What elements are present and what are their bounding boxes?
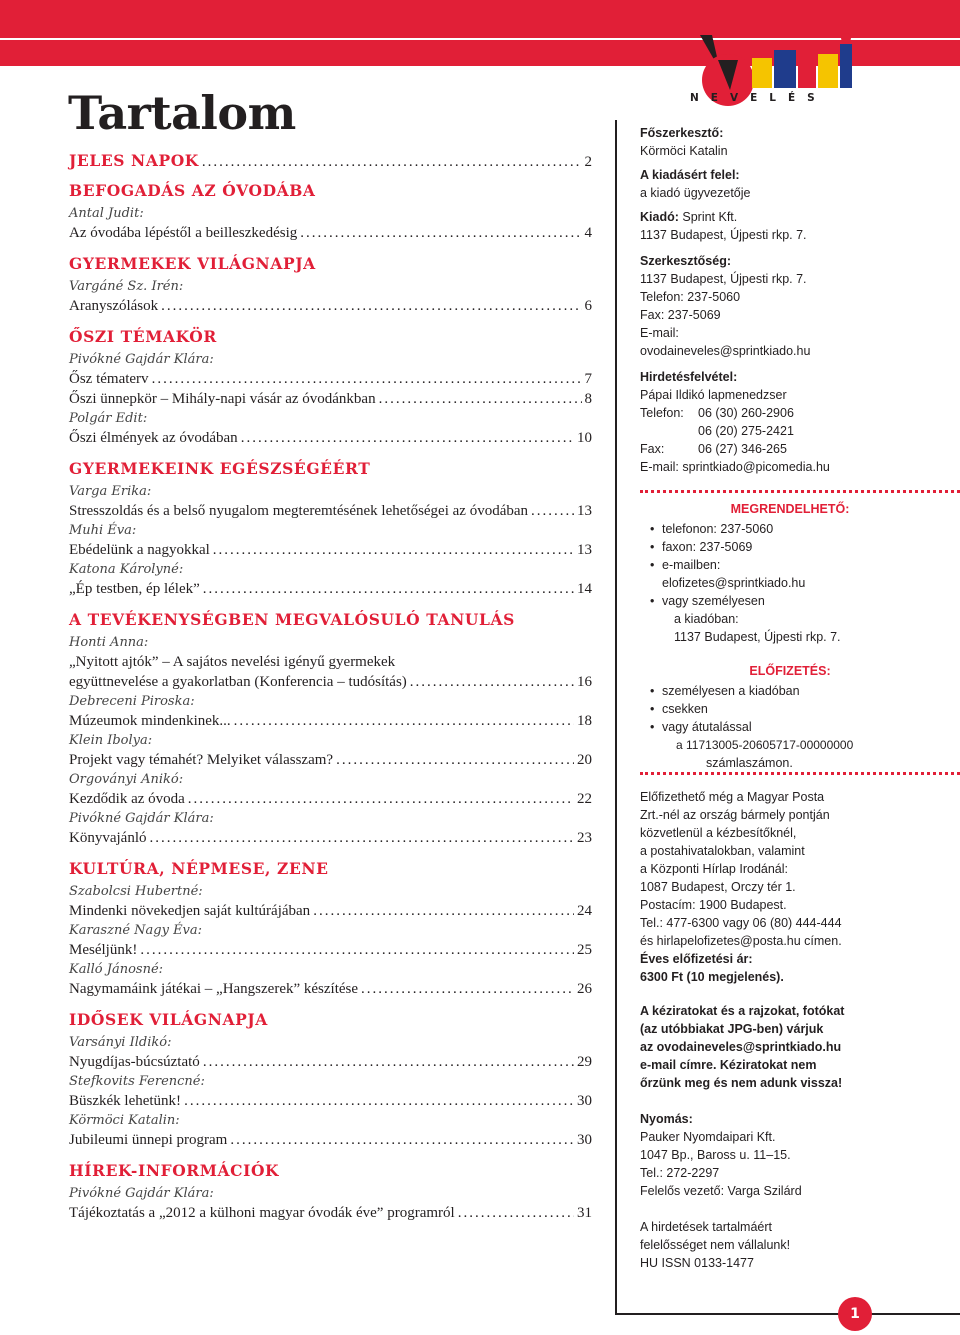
publisher-address: 1137 Budapest, Újpesti rkp. 7. xyxy=(640,228,807,242)
toc-entry[interactable] xyxy=(69,672,592,692)
leader-dots xyxy=(234,711,574,731)
toc-section xyxy=(69,253,592,316)
post-info-line: Tel.: 477-6300 vagy 06 (80) 444-444 xyxy=(640,916,842,930)
toc-author: Varsányi Ildikó: xyxy=(69,1035,172,1050)
toc-entry[interactable] xyxy=(69,296,592,316)
office-phone: Telefon: 237-5060 xyxy=(640,290,741,304)
toc-entry[interactable] xyxy=(69,979,592,999)
post-info xyxy=(640,788,940,950)
toc-author: Honti Anna: xyxy=(69,635,149,650)
toc-entry[interactable] xyxy=(69,389,592,409)
toc-section xyxy=(69,150,592,170)
toc-entry-title: Múzeumok mindenkinek... xyxy=(69,713,231,729)
post-info-line: a Központi Hírlap Irodánál: xyxy=(640,862,789,876)
manuscripts-line: az ovodaineveles@sprintkiado.hu xyxy=(640,1040,842,1054)
office-address: 1137 Budapest, Újpesti rkp. 7. xyxy=(640,272,807,286)
ads-phone-label: Telefon: xyxy=(640,406,684,420)
toc-section xyxy=(69,858,592,999)
toc-section-title: GYERMEKEK VILÁGNAPJA xyxy=(69,254,316,273)
toc-entry-title: „Nyitott ajtók” – A sajátos nevelési igényű gyermekek xyxy=(69,654,396,670)
toc-entry[interactable] xyxy=(69,828,592,848)
toc-entry-title: Projekt vagy témahét? Melyiket válasszam? xyxy=(69,752,334,768)
post-info-line: 1087 Budapest, Orczy tér 1. xyxy=(640,880,796,894)
toc-entry-title: Őszi ünnepkör – Mihály-napi vásár az óvodánkban xyxy=(69,391,376,407)
toc-entry[interactable] xyxy=(69,1052,592,1072)
office-email-label: E-mail: xyxy=(640,326,679,340)
ads-fax: 06 (27) 346-265 xyxy=(698,442,787,456)
toc-entry-title: Aranyszólások xyxy=(69,298,159,314)
masthead xyxy=(640,124,940,476)
leader-dots xyxy=(149,828,574,848)
order-divider-bottom xyxy=(640,772,960,775)
toc-entry-title: Nyugdíjas-búcsúztató xyxy=(69,1054,200,1070)
page-ref: 22 xyxy=(577,791,592,807)
print-line: Tel.: 272-2297 xyxy=(640,1166,720,1180)
editor-label: Főszerkesztő: xyxy=(640,126,724,140)
toc-section xyxy=(69,1160,592,1223)
manuscripts-note xyxy=(640,1002,940,1092)
order-item: • vagy személyesen xyxy=(640,592,940,610)
subscription-item: • csekken xyxy=(640,700,940,718)
ads-fax-label: Fax: xyxy=(640,442,665,456)
ads-name: Pápai Ildikó lapmenedzser xyxy=(640,388,787,402)
page-ref: 23 xyxy=(577,830,592,846)
leader-dots xyxy=(531,501,574,521)
leader-dots xyxy=(203,579,574,599)
page-ref: 29 xyxy=(577,1054,592,1070)
order-title: MEGRENDELHETŐ: xyxy=(730,502,850,516)
toc-author: Antal Judit: xyxy=(69,206,144,221)
toc-author: Vargáné Sz. Irén: xyxy=(69,279,184,294)
publisher-label: Kiadó: xyxy=(640,210,679,224)
page-ref: 20 xyxy=(577,752,592,768)
order-item: • faxon: 237-5069 xyxy=(640,538,940,556)
price: 6300 Ft (10 megjelenés). xyxy=(640,970,784,984)
toc-author: Kalló Jánosné: xyxy=(69,962,164,977)
toc-section-title: ŐSZI TÉMAKÖR xyxy=(69,327,217,346)
page-ref: 30 xyxy=(577,1093,592,1109)
print-info xyxy=(640,1110,940,1200)
toc-section-title: HÍREK-INFORMÁCIÓK xyxy=(69,1161,280,1180)
post-info-line: Zrt.-nél az ország bármely pontján xyxy=(640,808,830,822)
subscription-account-2: számlaszámon. xyxy=(706,756,793,770)
toc-author: Körmöci Katalin: xyxy=(69,1113,180,1128)
toc-author: Pivókné Gajdár Klára: xyxy=(69,811,214,826)
page-ref: 10 xyxy=(577,430,592,446)
sidebar-left-border xyxy=(615,120,617,1315)
manuscripts-line: e-mail címre. Kéziratokat nem xyxy=(640,1058,817,1072)
toc-entry-title: Ebédelünk a nagyokkal xyxy=(69,542,210,558)
page-ref: 13 xyxy=(577,503,592,519)
toc-author: Klein Ibolya: xyxy=(69,733,153,748)
toc-section-title: GYERMEKEINK EGÉSZSÉGÉÉRT xyxy=(69,459,371,478)
page-ref: 13 xyxy=(577,542,592,558)
toc-author: Muhi Éva: xyxy=(69,523,137,538)
toc-entry-title: Tájékoztatás a „2012 a külhoni magyar óvodák éve” programról xyxy=(69,1205,455,1221)
order-box xyxy=(640,500,940,772)
disclaimer-line: A hirdetések tartalmáért xyxy=(640,1220,773,1234)
toc-entry[interactable] xyxy=(69,1203,592,1223)
toc-section xyxy=(69,326,592,448)
toc-entry[interactable] xyxy=(69,750,592,770)
toc-entry[interactable] xyxy=(69,540,592,560)
post-info-line: és hirlapelofizetes@posta.hu címen. xyxy=(640,934,842,948)
toc-entry[interactable] xyxy=(69,711,592,731)
toc-entry-title: együttnevelése a gyakorlatban (Konferencia – tudósítás) xyxy=(69,674,407,690)
page-ref: 4 xyxy=(584,225,592,241)
toc-author: Orgoványi Anikó: xyxy=(69,772,184,787)
toc-section xyxy=(69,458,592,599)
toc-author: Varga Erika: xyxy=(69,484,152,499)
page-ref: 31 xyxy=(577,1205,592,1221)
print-line: Pauker Nyomdaipari Kft. xyxy=(640,1130,776,1144)
print-line: 1047 Bp., Baross u. 11–15. xyxy=(640,1148,791,1162)
toc-entry-title: Mindenki növekedjen saját kultúrájában xyxy=(69,903,311,919)
subscription-title: ELŐFIZETÉS: xyxy=(749,664,831,678)
page-ref: 25 xyxy=(577,942,592,958)
toc-author: Katona Károlyné: xyxy=(69,562,184,577)
publisher-name: Sprint Kft. xyxy=(682,210,738,224)
page-ref: 2 xyxy=(584,154,592,170)
leader-dots xyxy=(336,750,574,770)
toc-entry[interactable] xyxy=(69,901,592,921)
leader-dots xyxy=(230,1130,574,1150)
office-fax: Fax: 237-5069 xyxy=(640,308,721,322)
post-info-line: Postacím: 1900 Budapest. xyxy=(640,898,787,912)
toc-entry-title: Meséljünk! xyxy=(69,942,138,958)
toc-entry[interactable] xyxy=(69,428,592,448)
office-label: Szerkesztőség: xyxy=(640,254,732,268)
leader-dots xyxy=(184,1091,574,1111)
price-block xyxy=(640,950,940,986)
toc-entry[interactable] xyxy=(69,369,592,389)
post-info-line: közvetlenül a kézbesítőknél, xyxy=(640,826,797,840)
leader-dots xyxy=(241,428,574,448)
toc-section-title: BEFOGADÁS AZ ÓVODÁBA xyxy=(69,181,316,200)
print-label: Nyomás: xyxy=(640,1112,693,1126)
toc-entry[interactable] xyxy=(69,579,592,599)
leader-dots xyxy=(313,901,574,921)
leader-dots xyxy=(188,789,574,809)
toc-author: Debreceni Piroska: xyxy=(69,694,195,709)
order-item: • e-mailben: xyxy=(640,556,940,574)
leader-dots xyxy=(161,296,581,316)
leader-dots xyxy=(300,223,581,243)
toc-entry[interactable] xyxy=(69,940,592,960)
leader-dots xyxy=(410,672,574,692)
page-number-badge: 1 xyxy=(838,1297,872,1331)
toc-entry-title: Jubileumi ünnepi program xyxy=(69,1132,228,1148)
toc-author: Szabolcsi Hubertné: xyxy=(69,884,203,899)
toc-section xyxy=(69,1009,592,1150)
leader-dots xyxy=(203,1052,574,1072)
manuscripts-line: őrzünk meg és nem adunk vissza! xyxy=(640,1076,843,1090)
post-info-line: Előfizethető még a Magyar Posta xyxy=(640,790,825,804)
subscription-account: a 11713005-20605717-00000000 xyxy=(676,738,854,752)
toc-section xyxy=(69,609,592,848)
order-item: • telefonon: 237-5060 xyxy=(640,520,940,538)
toc-section-title: JELES NAPOK xyxy=(69,151,199,170)
subscription-item: • személyesen a kiadóban xyxy=(640,682,940,700)
page-ref: 18 xyxy=(577,713,592,729)
toc-entry-title: „Ép testben, ép lélek” xyxy=(69,581,200,597)
ads-phone-1: 06 (30) 260-2906 xyxy=(698,406,794,420)
toc-entry-title: Nagymamáink játékai – „Hangszerek” készítése xyxy=(69,981,359,997)
editor-name: Körmöci Katalin xyxy=(640,144,728,158)
ads-phone-2: 06 (20) 275-2421 xyxy=(698,424,794,438)
page-ref: 30 xyxy=(577,1132,592,1148)
manuscripts-line: A kéziratokat és a rajzokat, fotókat xyxy=(640,1004,845,1018)
toc-entry[interactable] xyxy=(69,501,592,521)
leader-dots xyxy=(458,1203,574,1223)
toc-section xyxy=(69,180,592,243)
page-ref: 6 xyxy=(584,298,592,314)
order-email: elofizetes@sprintkiado.hu xyxy=(662,576,806,590)
page-title: Tartalom xyxy=(68,86,296,140)
manuscripts-line: (az utóbbiakat JPG-ben) várjuk xyxy=(640,1022,824,1036)
page-ref: 7 xyxy=(584,371,592,387)
disclaimer-line: HU ISSN 0133-1477 xyxy=(640,1256,754,1270)
toc-author: Stefkovits Ferencné: xyxy=(69,1074,205,1089)
ads-email: E-mail: sprintkiado@picomedia.hu xyxy=(640,460,830,474)
table-of-contents xyxy=(69,150,592,1233)
resp-value: a kiadó ügyvezetője xyxy=(640,186,751,200)
toc-section-title: A TEVÉKENYSÉGBEN MEGVALÓSULÓ TANULÁS xyxy=(69,610,515,629)
order-office: a kiadóban: xyxy=(674,612,739,626)
toc-entry-title: Kezdődik az óvoda xyxy=(69,791,185,807)
leader-dots xyxy=(213,540,574,560)
leader-dots xyxy=(140,940,574,960)
page-ref: 26 xyxy=(577,981,592,997)
toc-entry[interactable] xyxy=(69,1130,592,1150)
toc-entry[interactable] xyxy=(69,789,592,809)
sidebar-bottom-border xyxy=(615,1313,960,1315)
toc-entry-title: Könyvajánló xyxy=(69,830,147,846)
leader-dots xyxy=(361,979,574,999)
leader-dots xyxy=(379,389,582,409)
toc-author: Karaszné Nagy Éva: xyxy=(69,923,203,938)
toc-author: Pivókné Gajdár Klára: xyxy=(69,1186,214,1201)
toc-author: Polgár Edit: xyxy=(69,411,148,426)
disclaimer-line: felelősséget nem vállalunk! xyxy=(640,1238,791,1252)
page-ref: 16 xyxy=(577,674,592,690)
logo-subtitle: NEVELÉS xyxy=(690,92,827,104)
subscription-item: • vagy átutalással xyxy=(640,718,940,736)
page-ref: 8 xyxy=(584,391,592,407)
leader-dots xyxy=(202,152,582,172)
leader-dots xyxy=(152,369,582,389)
toc-author: Pivókné Gajdár Klára: xyxy=(69,352,214,367)
toc-entry-title: Stresszoldás és a belső nyugalom megteremtésének lehetőségei az óvodában xyxy=(69,503,529,519)
print-line: Felelős vezető: Varga Szilárd xyxy=(640,1184,802,1198)
post-info-line: a postahivatalokban, valamint xyxy=(640,844,805,858)
disclaimer xyxy=(640,1218,940,1272)
price-label: Éves előfizetési ár: xyxy=(640,952,753,966)
toc-entry-title: Az óvodába lépéstől a beilleszkedésig xyxy=(69,225,298,241)
toc-entry[interactable] xyxy=(69,223,592,243)
toc-section-title-line xyxy=(69,150,592,170)
toc-section-title: IDŐSEK VILÁGNAPJA xyxy=(69,1010,268,1029)
toc-entry[interactable] xyxy=(69,1091,592,1111)
office-email: ovodaineveles@sprintkiado.hu xyxy=(640,344,811,358)
resp-label: A kiadásért felel: xyxy=(640,168,740,182)
ads-label: Hirdetésfelvétel: xyxy=(640,370,738,384)
toc-entry-title: Büszkék lehetünk! xyxy=(69,1093,182,1109)
toc-entry-title: Őszi élmények az óvodában xyxy=(69,430,238,446)
toc-section-title: KULTÚRA, NÉPMESE, ZENE xyxy=(69,859,329,878)
page-ref: 24 xyxy=(577,903,592,919)
toc-entry-title: Ősz tématerv xyxy=(69,371,149,387)
order-office-address: 1137 Budapest, Újpesti rkp. 7. xyxy=(674,630,841,644)
page-ref: 14 xyxy=(577,581,592,597)
order-divider-top xyxy=(640,490,960,493)
